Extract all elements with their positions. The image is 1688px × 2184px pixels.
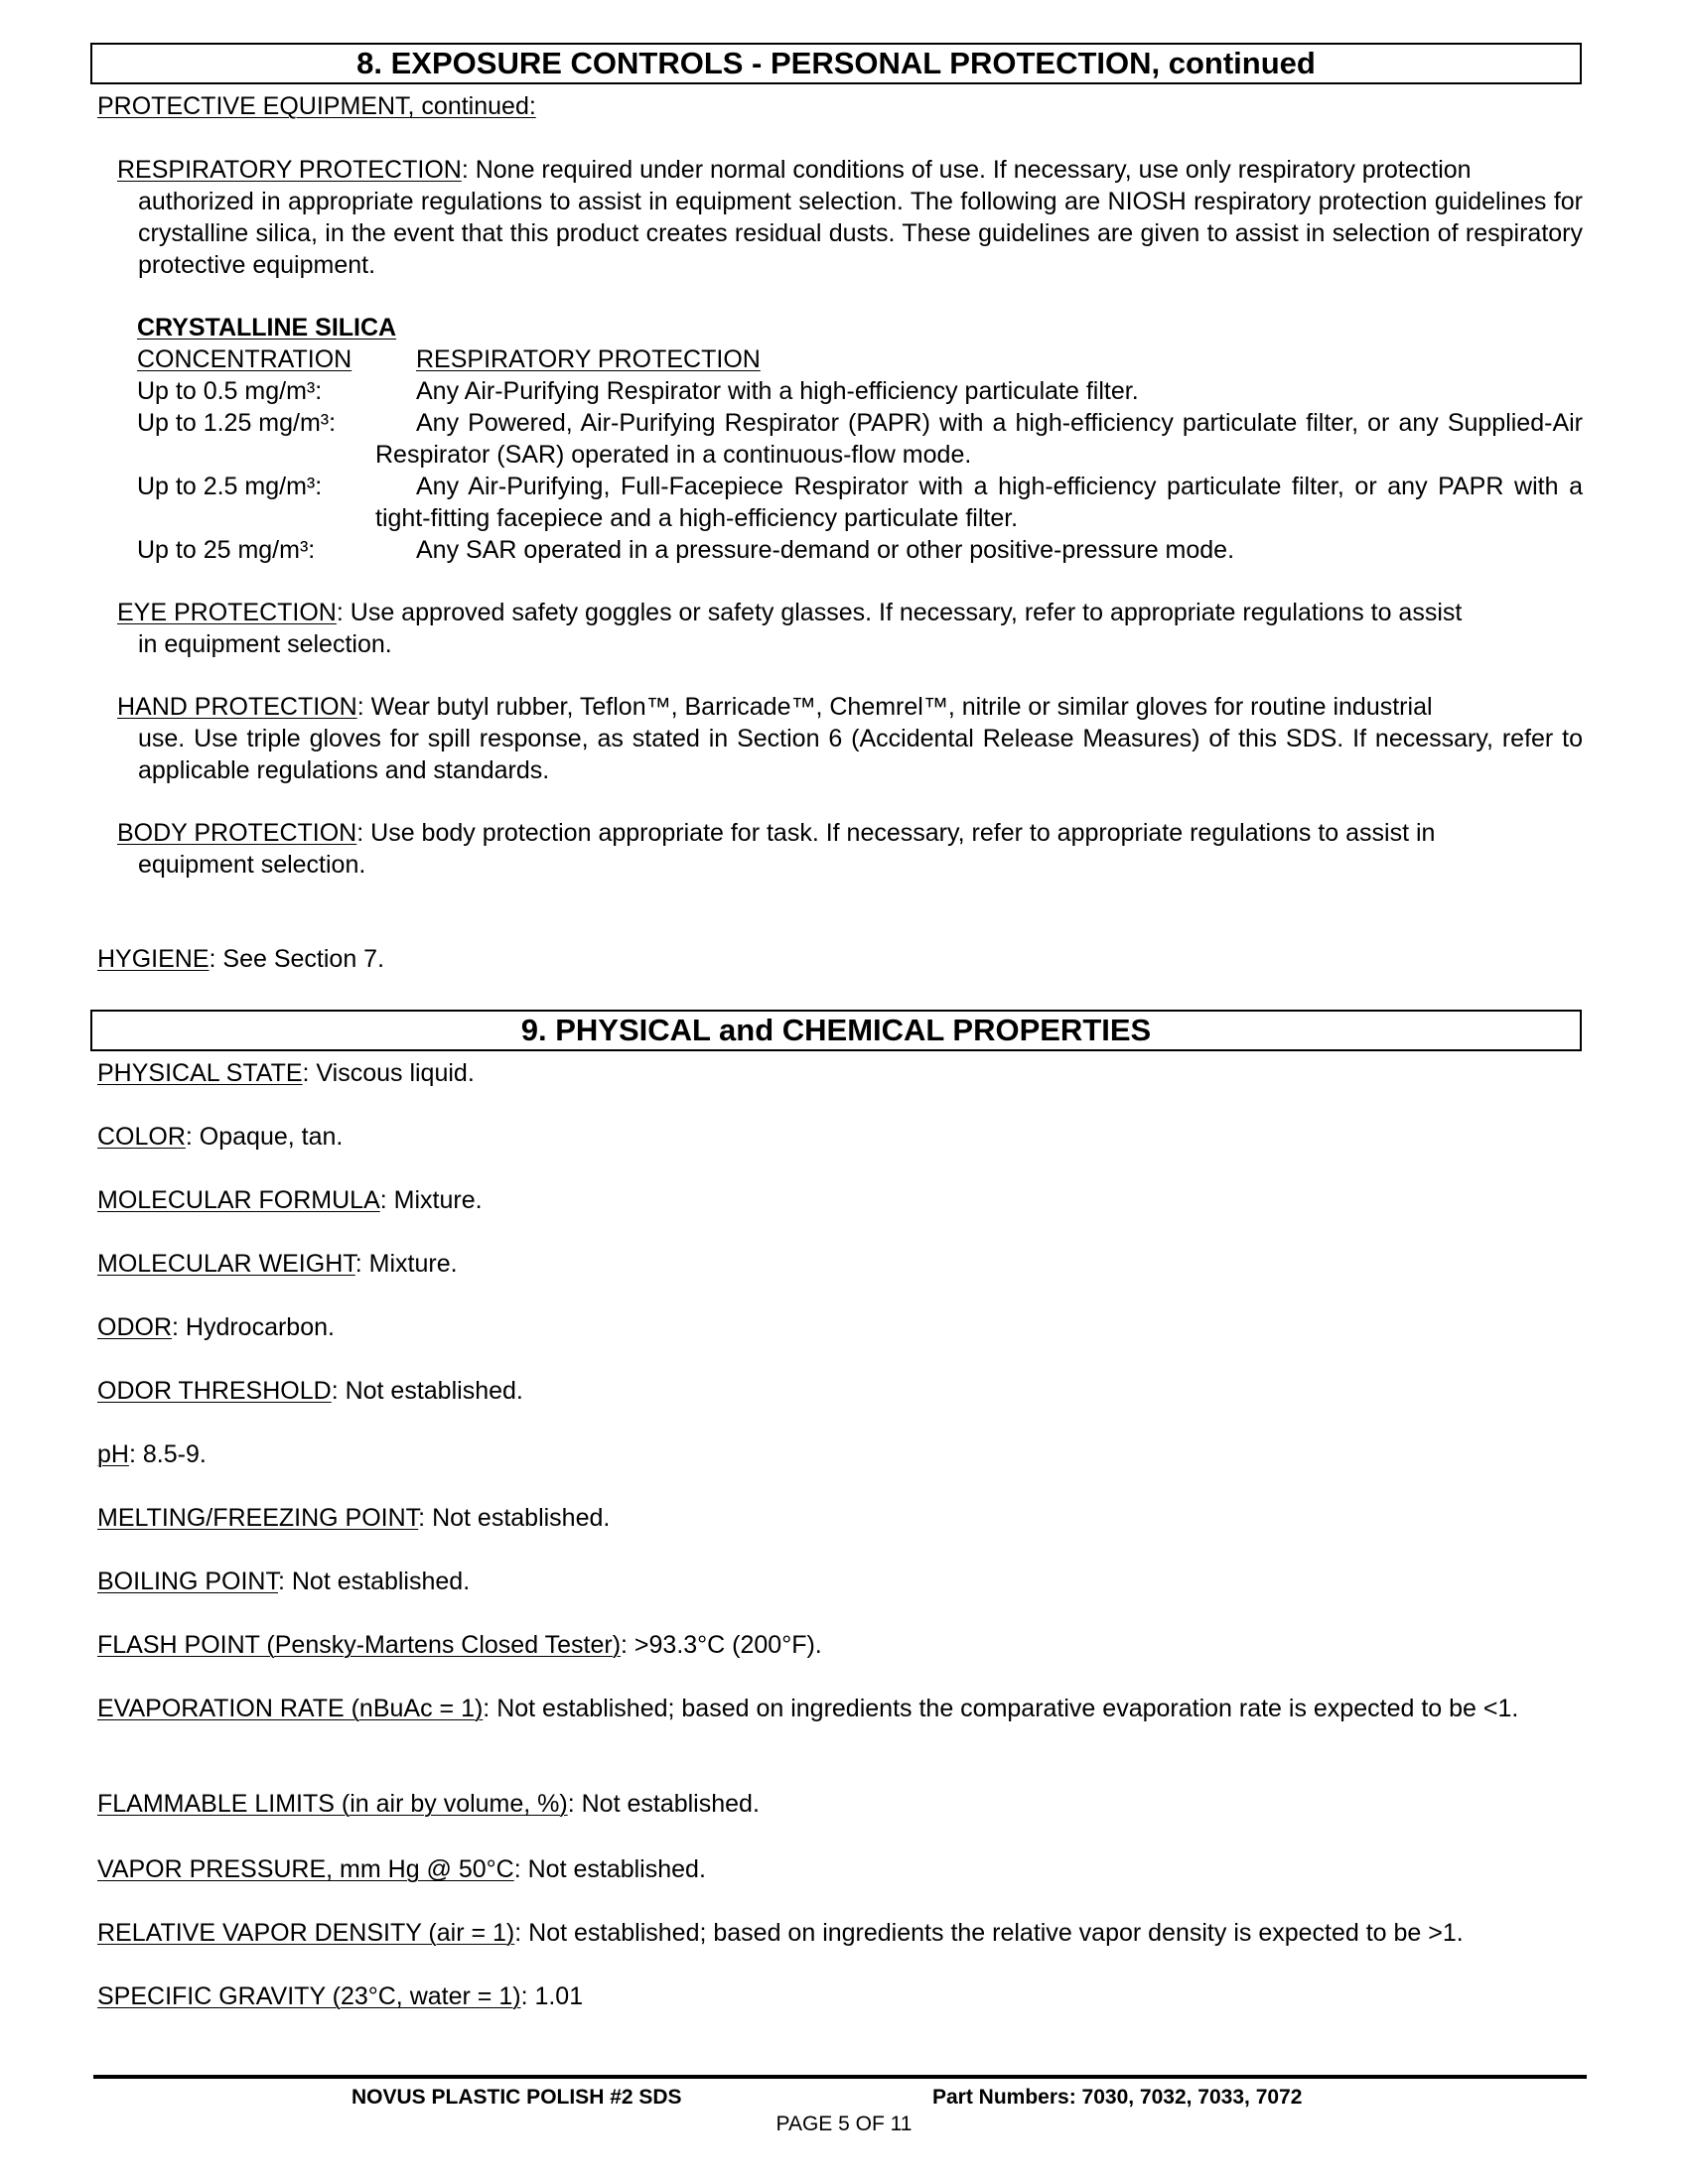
body-protection-paragraph: BODY PROTECTION: Use body protection appropriate for task. If necessary, refer to appropriate regulations to assist in equipment selection. bbox=[117, 819, 1436, 879]
property-relative-vapor-density: RELATIVE VAPOR DENSITY (air = 1): Not established; based on ingredients the relative vapor density is expected to be >1. bbox=[97, 1919, 1464, 1947]
footer-rule bbox=[93, 2075, 1587, 2079]
concentration-column-header: CONCENTRATION bbox=[137, 345, 352, 373]
silica-row-protection: Any SAR operated in a pressure-demand or other positive-pressure mode. bbox=[416, 536, 1235, 564]
eye-protection-label: EYE PROTECTION bbox=[117, 599, 337, 626]
property-color: COLOR: Opaque, tan. bbox=[97, 1123, 344, 1151]
property-physical-state: PHYSICAL STATE: Viscous liquid. bbox=[97, 1059, 475, 1087]
hand-protection-paragraph: HAND PROTECTION: Wear butyl rubber, Teflon™, Barricade™, Chemrel™, nitrile or similar gloves for routine industrial use. Use triple gloves for spill response, as stated in Section 6 (Accidental Release Measures) of this SDS. If necessary, refer to applicable regulations and standards. bbox=[117, 693, 1583, 784]
silica-row-protection: Any Air-Purifying, Full-Facepiece Respirator with a high-efficiency particulate filter, or any PAPR with a tight-fitting facepiece and a high-efficiency particulate filter. bbox=[375, 473, 1583, 532]
hygiene-label: HYGIENE bbox=[97, 945, 210, 973]
section-8-title: 8. EXPOSURE CONTROLS - PERSONAL PROTECTION, continued bbox=[356, 46, 1316, 80]
property-evaporation-rate: EVAPORATION RATE (nBuAc = 1): Not established; based on ingredients the comparative evaporation rate is expected to be <1. bbox=[97, 1695, 1519, 1722]
hygiene-line: HYGIENE: See Section 7. bbox=[97, 945, 385, 973]
section-9-header bbox=[90, 1010, 1582, 1051]
property-molecular-formula: MOLECULAR FORMULA: Mixture. bbox=[97, 1186, 483, 1214]
property-ph: pH: 8.5-9. bbox=[97, 1440, 207, 1468]
property-flash-point: FLASH POINT (Pensky-Martens Closed Tester): >93.3°C (200°F). bbox=[97, 1631, 822, 1659]
respiratory-protection-paragraph: RESPIRATORY PROTECTION: None required under normal conditions of use. If necessary, use only respiratory protection authorized in appropriate regulations to assist in equipment selection. The following are NIOSH respiratory protection guidelines for crystalline silica, in the event that this product creates residual dusts. These guidelines are given to assist in selection of respiratory protective equipment. bbox=[117, 156, 1583, 279]
silica-row-concentration: Up to 1.25 mg/m³: bbox=[137, 409, 337, 437]
property-specific-gravity: SPECIFIC GRAVITY (23°C, water = 1): 1.01 bbox=[97, 1982, 584, 2010]
hand-protection-label: HAND PROTECTION bbox=[117, 693, 357, 721]
footer-part-numbers: Part Numbers: 7030, 7032, 7033, 7072 bbox=[932, 2086, 1303, 2109]
silica-row-concentration: Up to 25 mg/m³: bbox=[137, 536, 316, 564]
footer-page-number: PAGE 5 OF 11 bbox=[775, 2113, 913, 2135]
crystalline-silica-heading: CRYSTALLINE SILICA bbox=[137, 314, 397, 341]
respiratory-protection-column-header: RESPIRATORY PROTECTION bbox=[416, 345, 761, 373]
property-odor: ODOR: Hydrocarbon. bbox=[97, 1313, 335, 1341]
silica-row-protection: Any Air-Purifying Respirator with a high-efficiency particulate filter. bbox=[416, 377, 1139, 405]
section-9-title: 9. PHYSICAL and CHEMICAL PROPERTIES bbox=[520, 1013, 1152, 1047]
silica-row-concentration: Up to 2.5 mg/m³: bbox=[137, 473, 323, 500]
section-8-header bbox=[90, 43, 1582, 84]
property-molecular-weight: MOLECULAR WEIGHT: Mixture. bbox=[97, 1250, 458, 1278]
property-vapor-pressure: VAPOR PRESSURE, mm Hg @ 50°C: Not established. bbox=[97, 1855, 706, 1883]
footer-product: NOVUS PLASTIC POLISH #2 SDS bbox=[352, 2086, 682, 2109]
body-protection-label: BODY PROTECTION bbox=[117, 819, 357, 847]
property-melting-freezing-point: MELTING/FREEZING POINT: Not established. bbox=[97, 1504, 611, 1532]
respiratory-protection-label: RESPIRATORY PROTECTION bbox=[117, 156, 462, 184]
property-odor-threshold: ODOR THRESHOLD: Not established. bbox=[97, 1377, 523, 1405]
silica-row-concentration: Up to 0.5 mg/m³: bbox=[137, 377, 323, 405]
silica-row-protection: Any Powered, Air-Purifying Respirator (PAPR) with a high-efficiency particulate filter, or any Supplied-Air Respirator (SAR) operated in a continuous-flow mode. bbox=[375, 409, 1583, 469]
eye-protection-paragraph: EYE PROTECTION: Use approved safety goggles or safety glasses. If necessary, refer to appropriate regulations to assist in equipment selection. bbox=[117, 599, 1463, 658]
property-boiling-point: BOILING POINT: Not established. bbox=[97, 1568, 471, 1595]
property-flammable-limits: FLAMMABLE LIMITS (in air by volume, %): Not established. bbox=[97, 1790, 760, 1818]
protective-equipment-subtitle: PROTECTIVE EQUIPMENT, continued: bbox=[97, 92, 536, 120]
